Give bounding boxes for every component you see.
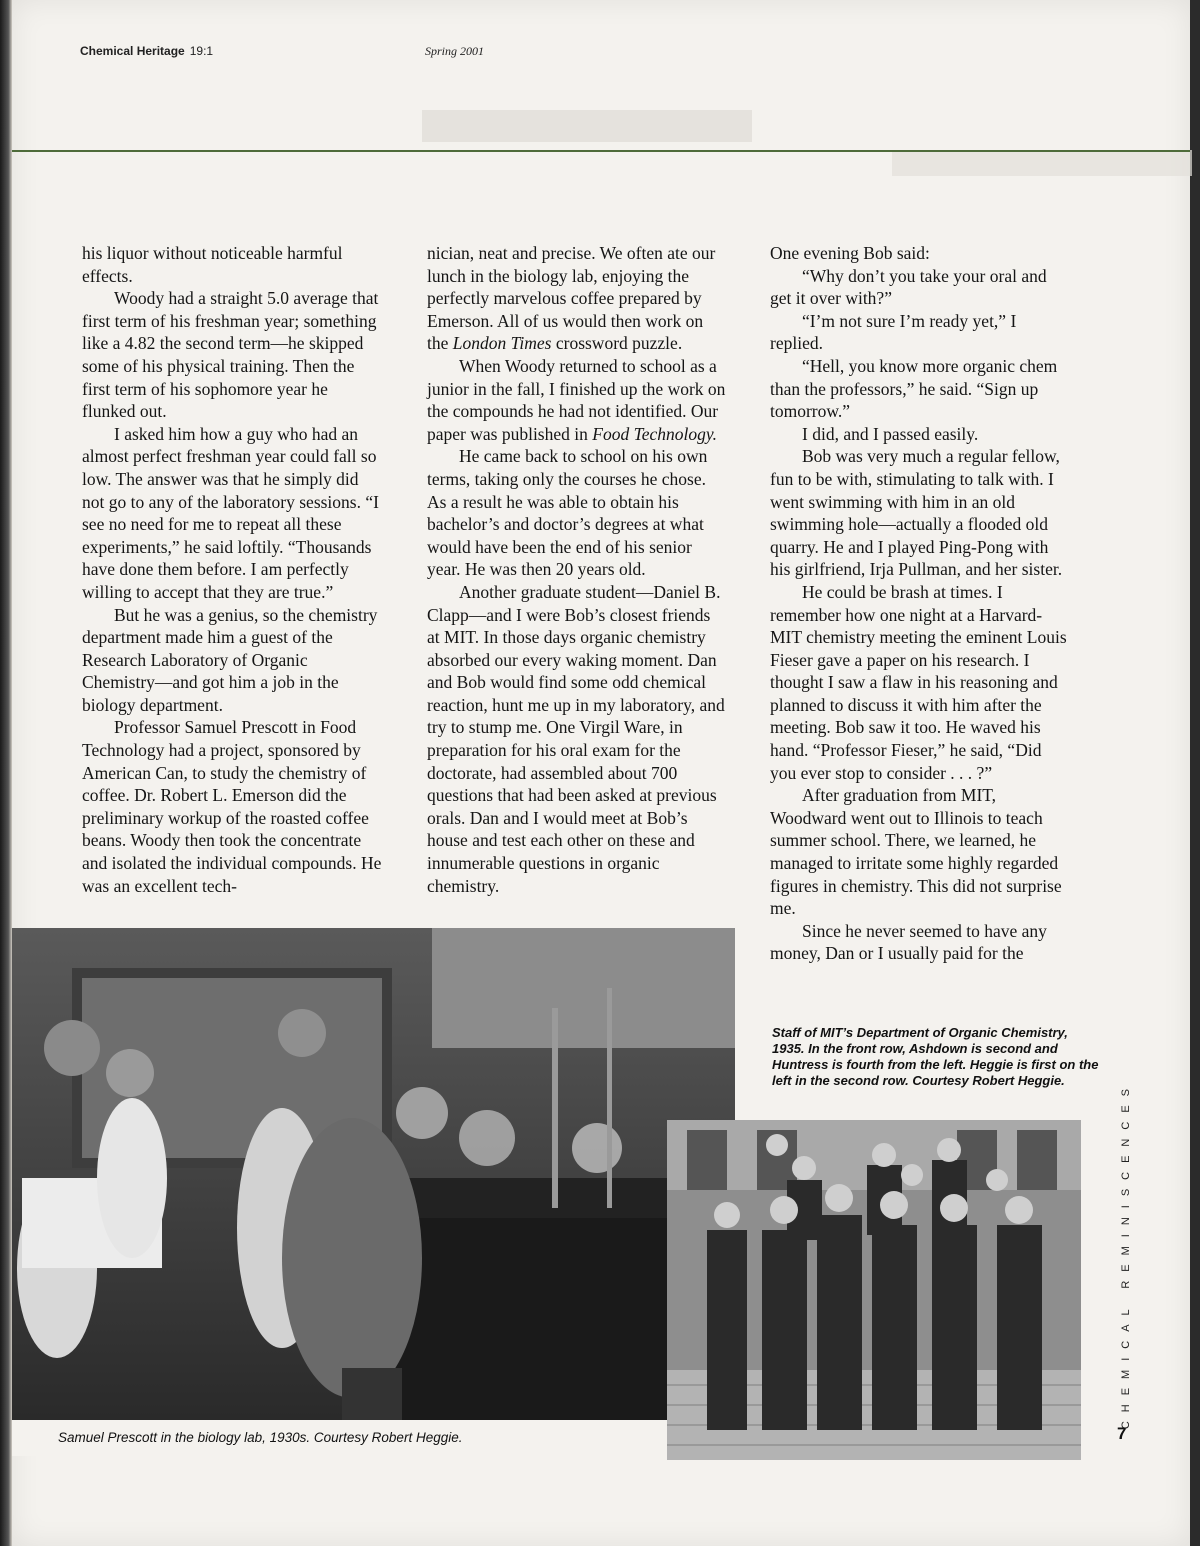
paragraph: “I’m not sure I’m ready yet,” I replied. xyxy=(770,310,1017,354)
paragraph xyxy=(427,355,727,445)
lab-photo xyxy=(12,928,735,1420)
issue-date: Spring 2001 xyxy=(425,44,485,58)
journal-name: Chemical Heritage xyxy=(80,44,185,58)
staff-photo xyxy=(667,1120,1081,1460)
paragraph: Bob was very much a regular fellow, fun to be with, stimulating to talk with. I went swimming with him in an old swimming hole—actually a flooded old quarry. He and I played Ping-Pong with his girlfriend, Irja Pullman, and her sister. xyxy=(770,446,1063,580)
paragraph: Professor Samuel Prescott in Food Technology had a project, sponsored by American Can, to study the chemistry of coffee. Dr. Robert L. Emerson did the preliminary workup of the roasted coffee beans. Woody then took the concentrate and isolated the individual compounds. He was an excellent tech- xyxy=(82,717,382,896)
paragraph: I asked him how a guy who had an almost perfect freshman year could fall so low. The answer was that he simply did not go to any of the laboratory sessions. “I see no need for me to repeat all these experiments,” he said loftily. “Thousands have done them before. I am perfectly willing to accept that they are true.” xyxy=(82,423,379,602)
staff-photo-illustration xyxy=(667,1120,1081,1460)
running-header xyxy=(80,44,485,59)
section-label: CHEMICAL REMINISCENCES xyxy=(1120,1080,1132,1430)
paragraph: I did, and I passed easily. xyxy=(802,423,979,444)
issue-number: 19:1 xyxy=(189,44,214,58)
paragraph xyxy=(427,242,727,355)
paragraph-text: crossword puzzle. xyxy=(555,333,683,354)
paragraph-text: When Woody returned to school as a junior in the fall, I finished up the work on the compounds he had not identified. Our paper was published in xyxy=(427,355,726,444)
paragraph: He came back to school on his own terms, taking only the courses he chose. As a result he was able to obtain his bachelor’s and doctor’s degrees at what would have been the end of his senior year. He was then 20 years old. xyxy=(427,446,708,580)
page-number: 7 xyxy=(1117,1424,1127,1443)
staff-photo-caption: Staff of MIT’s Department of Organic Chemistry, 1935. In the front row, Ashdown is second and Huntress is fourth from the left. Heggie is first on the left in the second row. Courtesy Robert Heggie. xyxy=(772,1025,1099,1088)
bleed-through-bar xyxy=(422,110,752,142)
paragraph-text: nician, neat and precise. We often ate our lunch in the biology lab, enjoying the perfectly marvelous coffee prepared by Emerson. All of us would then work on the xyxy=(427,243,716,354)
text-column-1 xyxy=(82,242,382,897)
paragraph: But he was a genius, so the chemistry department made him a guest of the Research Laboratory of Organic Chemistry—and got him a job in the biology department. xyxy=(82,604,378,715)
paragraph: “Hell, you know more organic chem than the professors,” he said. “Sign up tomorrow.” xyxy=(770,355,1058,422)
lab-photo-caption: Samuel Prescott in the biology lab, 1930s. Courtesy Robert Heggie. xyxy=(58,1430,463,1445)
paragraph: Woody had a straight 5.0 average that first term of his freshman year; something like a 4.82 the second term—he skipped some of his physical training. Then the first term of his sophomore year he flunked out. xyxy=(82,288,379,422)
bleed-through-bar-2 xyxy=(892,150,1192,176)
publication-title: London Times xyxy=(452,333,552,354)
paragraph: “Why don’t you take your oral and get it over with?” xyxy=(770,265,1047,309)
header-rule xyxy=(12,150,1190,152)
paragraph: his liquor without noticeable harmful effects. xyxy=(82,243,343,286)
lab-photo-illustration xyxy=(12,928,735,1420)
publication-title: Food Technology. xyxy=(592,423,718,444)
paragraph: He could be brash at times. I remember how one night at a Harvard-MIT chemistry meeting the eminent Louis Fieser gave a paper on his research. I thought I saw a flaw in his reasoning and planned to discuss it with him after the meeting. Bob saw it too. He waved his hand. “Professor Fieser,” he said, “Did you ever stop to consider . . . ?” xyxy=(770,581,1067,783)
binding-edge xyxy=(0,0,12,1546)
paragraph: One evening Bob said: xyxy=(770,243,930,263)
paragraph: Another graduate student—Daniel B. Clapp—and I were Bob’s closest friends at MIT. In those days organic chemistry absorbed our every waking moment. Dan and Bob would find some odd chemical reaction, hunt me up in my laboratory, and try to stump me. One Virgil Ware, in preparation for his oral exam for the doctorate, had assembled about 700 questions that had been asked at previous orals. Dan and I would meet at Bob’s house and test each other on these and innumerable questions in organic chemistry. xyxy=(427,581,725,896)
paragraph: After graduation from MIT, Woodward went out to Illinois to teach summer school. There, we learned, he managed to irritate some highly regarded figures in chemistry. This did not surprise me. xyxy=(770,785,1062,919)
text-column-3 xyxy=(770,242,1070,965)
magazine-page xyxy=(12,0,1190,1546)
paragraph: Since he never seemed to have any money, Dan or I usually paid for the xyxy=(770,920,1047,964)
text-column-2 xyxy=(427,242,727,897)
